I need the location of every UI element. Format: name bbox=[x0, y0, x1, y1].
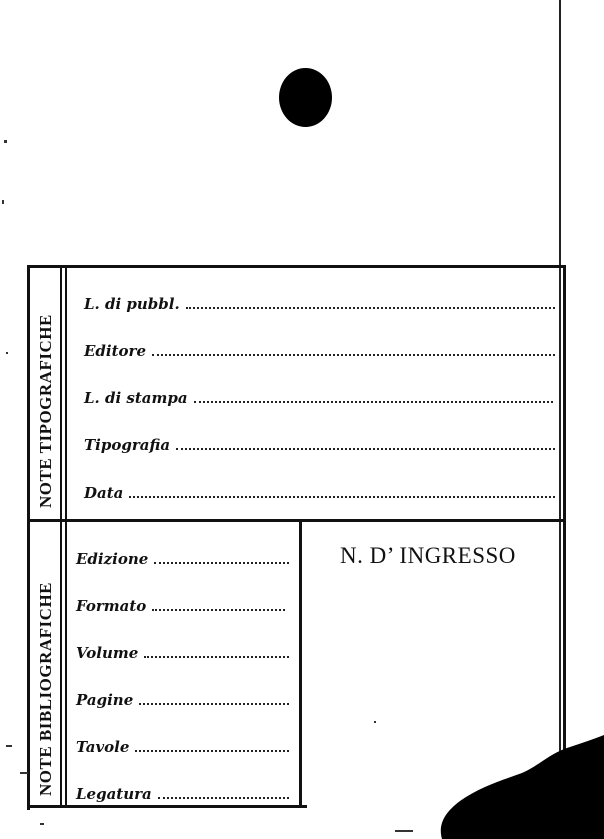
scan-speck bbox=[2, 200, 4, 204]
punch-hole bbox=[279, 68, 332, 127]
field-volume bbox=[76, 642, 289, 662]
frame-inner-left-a bbox=[60, 268, 62, 808]
field-label: Data bbox=[84, 484, 124, 502]
field-label: Tipografia bbox=[84, 436, 171, 454]
frame-right bbox=[563, 265, 566, 810]
field-label: Pagine bbox=[76, 691, 134, 709]
dotted-line bbox=[186, 307, 555, 309]
field-edizione bbox=[76, 548, 289, 568]
frame-bottom bbox=[27, 805, 307, 808]
numero-ingresso-label: N. D’ INGRESSO bbox=[340, 543, 516, 568]
frame-top bbox=[27, 265, 566, 268]
field-label: L. di stampa bbox=[84, 389, 188, 407]
field-luogo-pubblicazione bbox=[84, 293, 555, 313]
field-data bbox=[84, 482, 555, 502]
scan-speck bbox=[395, 830, 413, 832]
frame-left bbox=[27, 265, 30, 810]
dotted-line bbox=[154, 562, 289, 564]
dotted-line bbox=[139, 703, 289, 705]
ink-stain bbox=[430, 735, 604, 839]
dotted-line bbox=[129, 496, 555, 498]
field-luogo-stampa bbox=[84, 387, 553, 407]
field-label: L. di pubbl. bbox=[84, 295, 180, 313]
scan-speck bbox=[40, 823, 44, 825]
field-editore bbox=[84, 340, 555, 360]
dotted-line bbox=[144, 656, 289, 658]
scan-speck bbox=[20, 772, 28, 774]
field-legatura bbox=[76, 783, 289, 803]
frame-inner-left-b bbox=[65, 268, 67, 808]
field-label: Legatura bbox=[76, 785, 152, 803]
label-note-tipografiche: NOTE TIPOGRAFICHE bbox=[36, 314, 55, 508]
dotted-line bbox=[152, 354, 555, 356]
field-tavole bbox=[76, 736, 289, 756]
scan-speck bbox=[374, 721, 376, 723]
field-label: Volume bbox=[76, 644, 139, 662]
field-label: Edizione bbox=[76, 550, 149, 568]
paper-right-edge bbox=[559, 0, 561, 839]
field-label: Formato bbox=[76, 597, 147, 615]
field-pagine bbox=[76, 689, 289, 709]
field-label: Tavole bbox=[76, 738, 130, 756]
scan-speck bbox=[4, 140, 7, 143]
dotted-line bbox=[158, 797, 289, 799]
field-label: Editore bbox=[84, 342, 146, 360]
dotted-line bbox=[135, 750, 289, 752]
dotted-line bbox=[194, 401, 553, 403]
dotted-line bbox=[152, 609, 285, 611]
label-note-bibliografiche: NOTE BIBLIOGRAFICHE bbox=[36, 581, 55, 796]
column-divider bbox=[299, 522, 302, 808]
section-divider bbox=[27, 519, 566, 522]
scan-speck bbox=[6, 352, 8, 354]
field-tipografia bbox=[84, 434, 555, 454]
scan-speck bbox=[6, 745, 12, 747]
field-formato bbox=[76, 595, 285, 615]
dotted-line bbox=[176, 448, 555, 450]
